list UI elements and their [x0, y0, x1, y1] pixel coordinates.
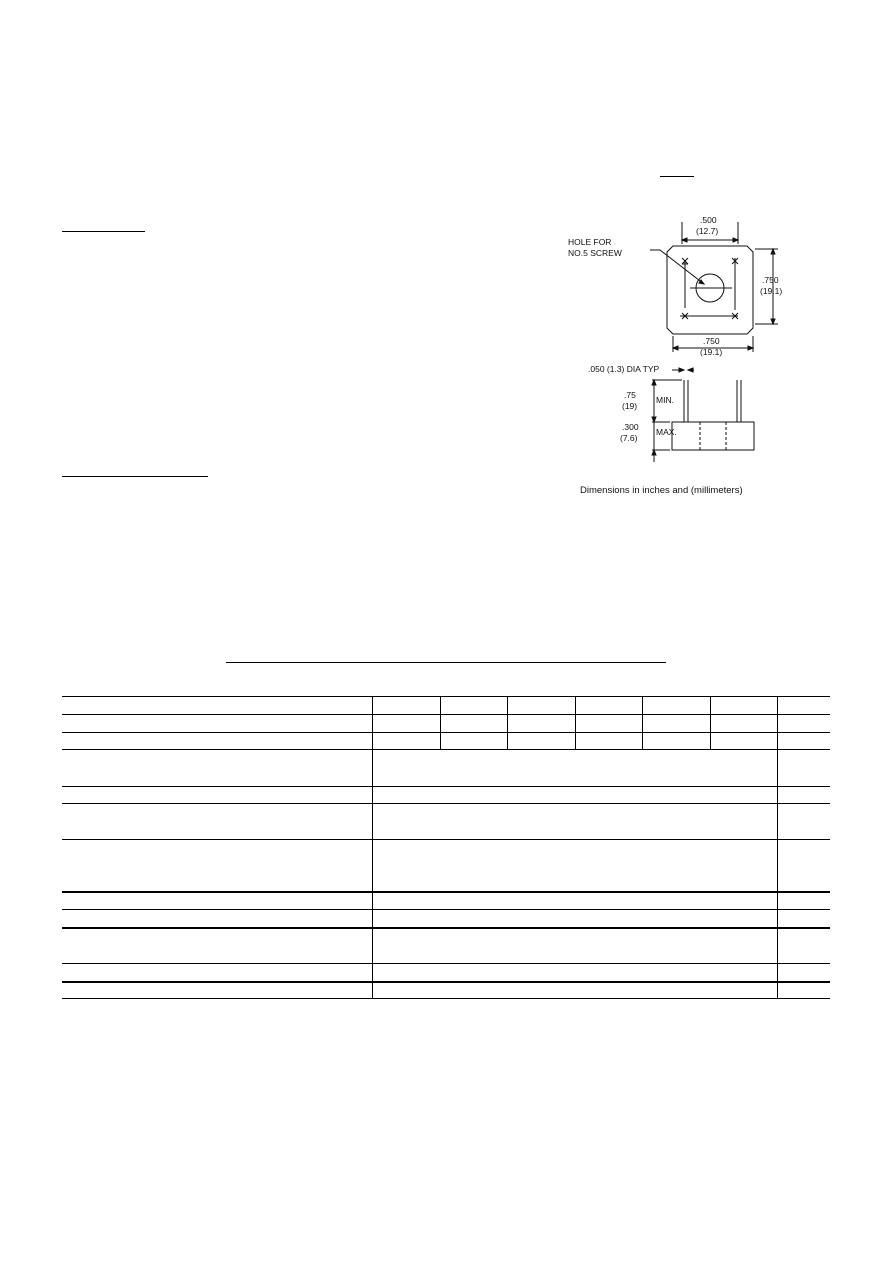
- ratings-table: [62, 696, 830, 999]
- table-cell-value-span: [372, 928, 777, 964]
- dimensions-caption: Dimensions in inches and (millimeters): [580, 485, 743, 496]
- table-row: [62, 964, 830, 982]
- table-cell-unit: [777, 750, 830, 787]
- table-cell-value: [575, 733, 642, 750]
- table-row: [62, 910, 830, 928]
- table-cell-value-span: [372, 787, 777, 804]
- table-cell-parameter: [62, 928, 372, 964]
- table-cell-value-span: [372, 804, 777, 840]
- table-cell-value: [440, 697, 507, 715]
- side-view-body: [672, 422, 754, 450]
- lead-length-mm-label: (19): [622, 401, 638, 411]
- table-cell-unit: [777, 982, 830, 999]
- table-cell-value-span: [372, 910, 777, 928]
- table-cell-value: [575, 715, 642, 733]
- table-cell-value-span: [372, 982, 777, 999]
- table-cell-unit: [777, 892, 830, 910]
- table-row: [62, 982, 830, 999]
- side-height-inch-label: .750: [762, 275, 779, 285]
- table-cell-parameter: [62, 787, 372, 804]
- table-title-underline: [226, 662, 666, 663]
- table-cell-parameter: [62, 910, 372, 928]
- lead-length-inch-label: .75: [624, 390, 636, 400]
- table-cell-parameter: [62, 715, 372, 733]
- section-heading-1-underline: [62, 231, 145, 232]
- table-cell-value: [642, 715, 710, 733]
- hole-label-line2: NO.5 SCREW: [568, 248, 622, 258]
- table-cell-value: [710, 733, 777, 750]
- table-cell-value: [642, 733, 710, 750]
- table-row: [62, 804, 830, 840]
- table-cell-value: [372, 697, 440, 715]
- table-cell-value: [440, 715, 507, 733]
- table-cell-value: [575, 697, 642, 715]
- table-cell-value: [372, 733, 440, 750]
- side-height-mm-label: (19.1): [760, 286, 783, 296]
- body-height-mm-label: (7.6): [620, 433, 638, 443]
- lead-length-note: MIN.: [656, 395, 674, 405]
- top-view-body: [667, 246, 753, 334]
- section-heading-2-underline: [62, 476, 208, 477]
- table-cell-value: [372, 715, 440, 733]
- table-cell-unit: [777, 787, 830, 804]
- bottom-width-inch-label: .750: [703, 336, 720, 346]
- table-cell-unit: [777, 964, 830, 982]
- table-cell-unit: [777, 715, 830, 733]
- table-cell-parameter: [62, 982, 372, 999]
- table-cell-value-span: [372, 750, 777, 787]
- table-cell-parameter: [62, 804, 372, 840]
- table-row: [62, 697, 830, 715]
- table-cell-value: [440, 733, 507, 750]
- table-cell-value: [710, 715, 777, 733]
- table-cell-value: [507, 697, 575, 715]
- top-width-mm-label: (12.7): [696, 226, 719, 236]
- table-row: [62, 787, 830, 804]
- table-cell-value-span: [372, 964, 777, 982]
- lead-diameter-label: .050 (1.3) DIA TYP: [588, 364, 660, 374]
- body-height-note: MAX.: [656, 427, 677, 437]
- table-cell-unit: [777, 733, 830, 750]
- table-cell-parameter: [62, 964, 372, 982]
- table-row: [62, 715, 830, 733]
- table-cell-value: [507, 715, 575, 733]
- table-cell-value: [507, 733, 575, 750]
- bottom-width-mm-label: (19.1): [700, 347, 723, 357]
- table-cell-parameter: [62, 697, 372, 715]
- table-cell-unit: [777, 910, 830, 928]
- table-cell-value: [642, 697, 710, 715]
- table-cell-parameter: [62, 892, 372, 910]
- table-row: [62, 750, 830, 787]
- body-height-inch-label: .300: [622, 422, 639, 432]
- table-cell-parameter: [62, 840, 372, 892]
- table-cell-parameter: [62, 750, 372, 787]
- table-cell-value-span: [372, 892, 777, 910]
- table-cell-unit: [777, 840, 830, 892]
- table-cell-parameter: [62, 733, 372, 750]
- table-row: [62, 892, 830, 910]
- header-underline-short: [660, 176, 694, 177]
- table-row: [62, 733, 830, 750]
- hole-label-line1: HOLE FOR: [568, 237, 612, 247]
- table-cell-unit: [777, 697, 830, 715]
- table-cell-unit: [777, 804, 830, 840]
- table-cell-value-span: [372, 840, 777, 892]
- table-row: [62, 840, 830, 892]
- top-width-inch-label: .500: [700, 215, 717, 225]
- table-cell-value: [710, 697, 777, 715]
- table-cell-unit: [777, 928, 830, 964]
- table-row: [62, 928, 830, 964]
